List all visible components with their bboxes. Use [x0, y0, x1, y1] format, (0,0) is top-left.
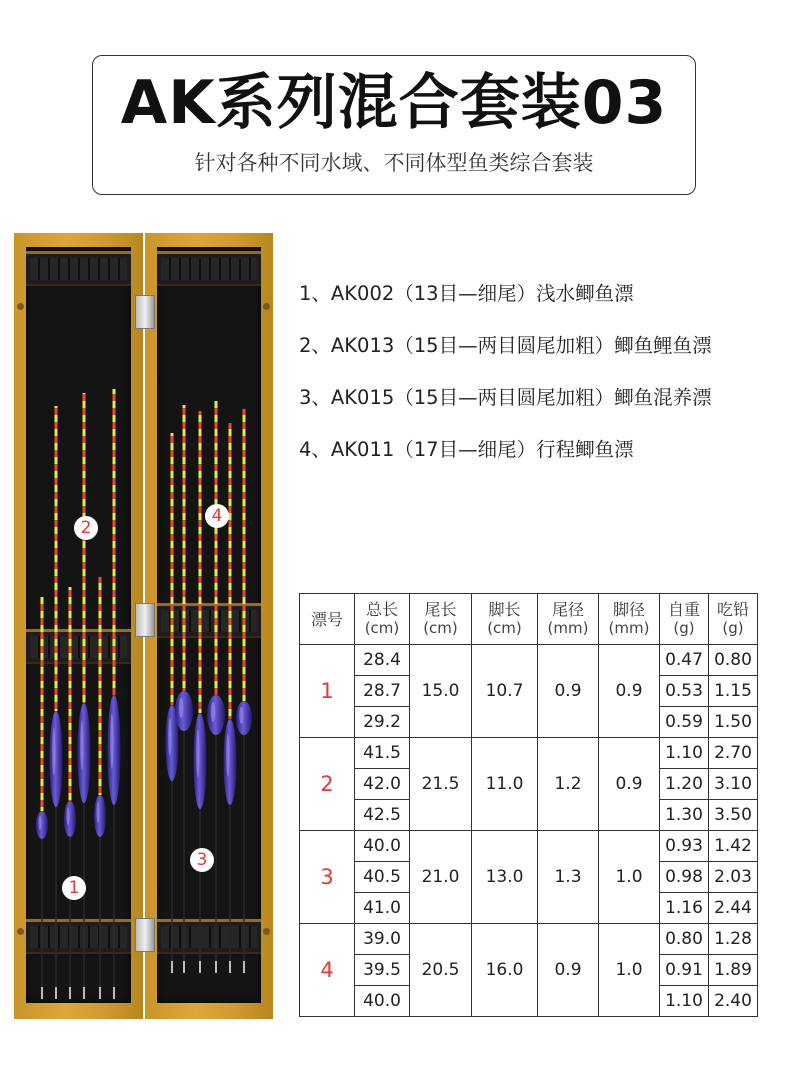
column-header-unit: (cm) — [364, 619, 400, 637]
self-weight-cell: 0.80 — [660, 924, 709, 955]
spec-table-body — [300, 645, 758, 1017]
foot-diameter-cell: 1.0 — [599, 831, 660, 924]
column-header — [410, 594, 472, 645]
column-header-label: 吃铅 — [716, 600, 749, 619]
fishing-float — [64, 587, 76, 999]
column-header — [538, 594, 599, 645]
total-length-cell: 28.4 — [355, 645, 410, 676]
tail-length-cell: 15.0 — [410, 645, 472, 738]
foot-length-cell: 10.7 — [472, 645, 538, 738]
table-row — [300, 645, 758, 676]
lead-capacity-cell: 1.50 — [709, 707, 758, 738]
lead-capacity-cell: 3.10 — [709, 769, 758, 800]
fishing-floats-illustration — [14, 233, 273, 1019]
total-length-cell: 41.0 — [355, 893, 410, 924]
title-box — [92, 55, 696, 195]
lead-capacity-cell: 2.03 — [709, 862, 758, 893]
column-header — [472, 594, 538, 645]
lead-capacity-cell: 3.50 — [709, 800, 758, 831]
foot-diameter-cell: 1.0 — [599, 924, 660, 1017]
float-group-left — [36, 389, 121, 999]
float-number-cell: 1 — [300, 645, 355, 738]
column-header-label: 脚长 — [488, 600, 521, 619]
marker-4: 4 — [205, 504, 229, 528]
page-title: AK系列混合套装03 — [120, 68, 668, 138]
lead-capacity-cell: 1.28 — [709, 924, 758, 955]
column-header-unit: (cm) — [487, 619, 522, 637]
column-header-label: 脚径 — [612, 600, 645, 619]
float-number-cell: 2 — [300, 738, 355, 831]
marker-1: 1 — [62, 876, 86, 900]
self-weight-cell: 0.91 — [660, 955, 709, 986]
fishing-float — [175, 405, 193, 973]
fishing-float — [36, 597, 48, 999]
lead-capacity-cell: 2.40 — [709, 986, 758, 1017]
marker-2: 2 — [74, 516, 98, 540]
tail-diameter-cell: 1.2 — [538, 738, 599, 831]
product-item-2: 2、AK013（15目—两目圆尾加粗）鲫鱼鲤鱼漂 — [299, 334, 712, 357]
self-weight-cell: 0.59 — [660, 707, 709, 738]
table-row — [300, 831, 758, 862]
column-header — [599, 594, 660, 645]
self-weight-cell: 0.47 — [660, 645, 709, 676]
float-group-right — [166, 401, 253, 973]
lead-capacity-cell: 2.44 — [709, 893, 758, 924]
column-header-label: 尾长 — [424, 600, 457, 619]
product-item-4: 4、AK011（17目—细尾）行程鲫鱼漂 — [299, 438, 634, 461]
float-number-cell: 3 — [300, 831, 355, 924]
table-row — [300, 738, 758, 769]
total-length-cell: 28.7 — [355, 676, 410, 707]
fishing-float — [224, 423, 237, 973]
total-length-cell: 40.5 — [355, 862, 410, 893]
self-weight-cell: 0.98 — [660, 862, 709, 893]
total-length-cell: 40.0 — [355, 986, 410, 1017]
column-header-unit: (g) — [673, 619, 695, 637]
total-length-cell: 42.5 — [355, 800, 410, 831]
self-weight-cell: 1.10 — [660, 738, 709, 769]
column-header — [355, 594, 410, 645]
fishing-float — [50, 406, 63, 999]
fishing-float — [194, 411, 207, 973]
lead-capacity-cell: 2.70 — [709, 738, 758, 769]
column-header — [709, 594, 758, 645]
tail-diameter-cell: 0.9 — [538, 645, 599, 738]
fishing-float — [108, 389, 121, 999]
self-weight-cell: 1.30 — [660, 800, 709, 831]
total-length-cell: 39.0 — [355, 924, 410, 955]
fishing-float — [236, 409, 252, 973]
foot-diameter-cell: 0.9 — [599, 738, 660, 831]
column-header-unit: (cm) — [423, 619, 458, 637]
page-subtitle: 针对各种不同水域、不同体型鱼类综合套装 — [194, 151, 594, 175]
tail-length-cell: 20.5 — [410, 924, 472, 1017]
column-header — [300, 594, 355, 645]
foot-diameter-cell: 0.9 — [599, 645, 660, 738]
lead-capacity-cell: 0.80 — [709, 645, 758, 676]
column-header-label: 漂号 — [310, 609, 343, 629]
self-weight-cell: 1.10 — [660, 986, 709, 1017]
tail-diameter-cell: 0.9 — [538, 924, 599, 1017]
self-weight-cell: 1.20 — [660, 769, 709, 800]
table-row — [300, 924, 758, 955]
float-box-photo — [14, 233, 273, 1019]
fishing-float — [207, 401, 225, 973]
column-header-unit: (mm) — [547, 619, 589, 637]
total-length-cell: 39.5 — [355, 955, 410, 986]
foot-length-cell: 13.0 — [472, 831, 538, 924]
float-number-cell: 4 — [300, 924, 355, 1017]
column-header — [660, 594, 709, 645]
column-header-label: 尾径 — [551, 600, 584, 619]
column-header-unit: (mm) — [608, 619, 650, 637]
total-length-cell: 41.5 — [355, 738, 410, 769]
product-item-1: 1、AK002（13目—细尾）浅水鲫鱼漂 — [299, 282, 634, 305]
total-length-cell: 40.0 — [355, 831, 410, 862]
total-length-cell: 29.2 — [355, 707, 410, 738]
tail-length-cell: 21.5 — [410, 738, 472, 831]
tail-diameter-cell: 1.3 — [538, 831, 599, 924]
foot-length-cell: 11.0 — [472, 738, 538, 831]
column-header-unit: (g) — [722, 619, 744, 637]
tail-length-cell: 21.0 — [410, 831, 472, 924]
spec-table — [299, 593, 758, 1017]
self-weight-cell: 0.93 — [660, 831, 709, 862]
column-header-label: 自重 — [667, 600, 700, 619]
product-list — [299, 280, 779, 488]
lead-capacity-cell: 1.42 — [709, 831, 758, 862]
column-header-label: 总长 — [365, 600, 398, 619]
total-length-cell: 42.0 — [355, 769, 410, 800]
self-weight-cell: 0.53 — [660, 676, 709, 707]
fishing-float — [78, 393, 91, 999]
lead-capacity-cell: 1.89 — [709, 955, 758, 986]
product-item-3: 3、AK015（15目—两目圆尾加粗）鲫鱼混养漂 — [299, 386, 712, 409]
lead-capacity-cell: 1.15 — [709, 676, 758, 707]
fishing-float — [94, 577, 106, 999]
marker-3: 3 — [190, 848, 214, 872]
spec-table-header — [300, 594, 758, 645]
self-weight-cell: 1.16 — [660, 893, 709, 924]
foot-length-cell: 16.0 — [472, 924, 538, 1017]
